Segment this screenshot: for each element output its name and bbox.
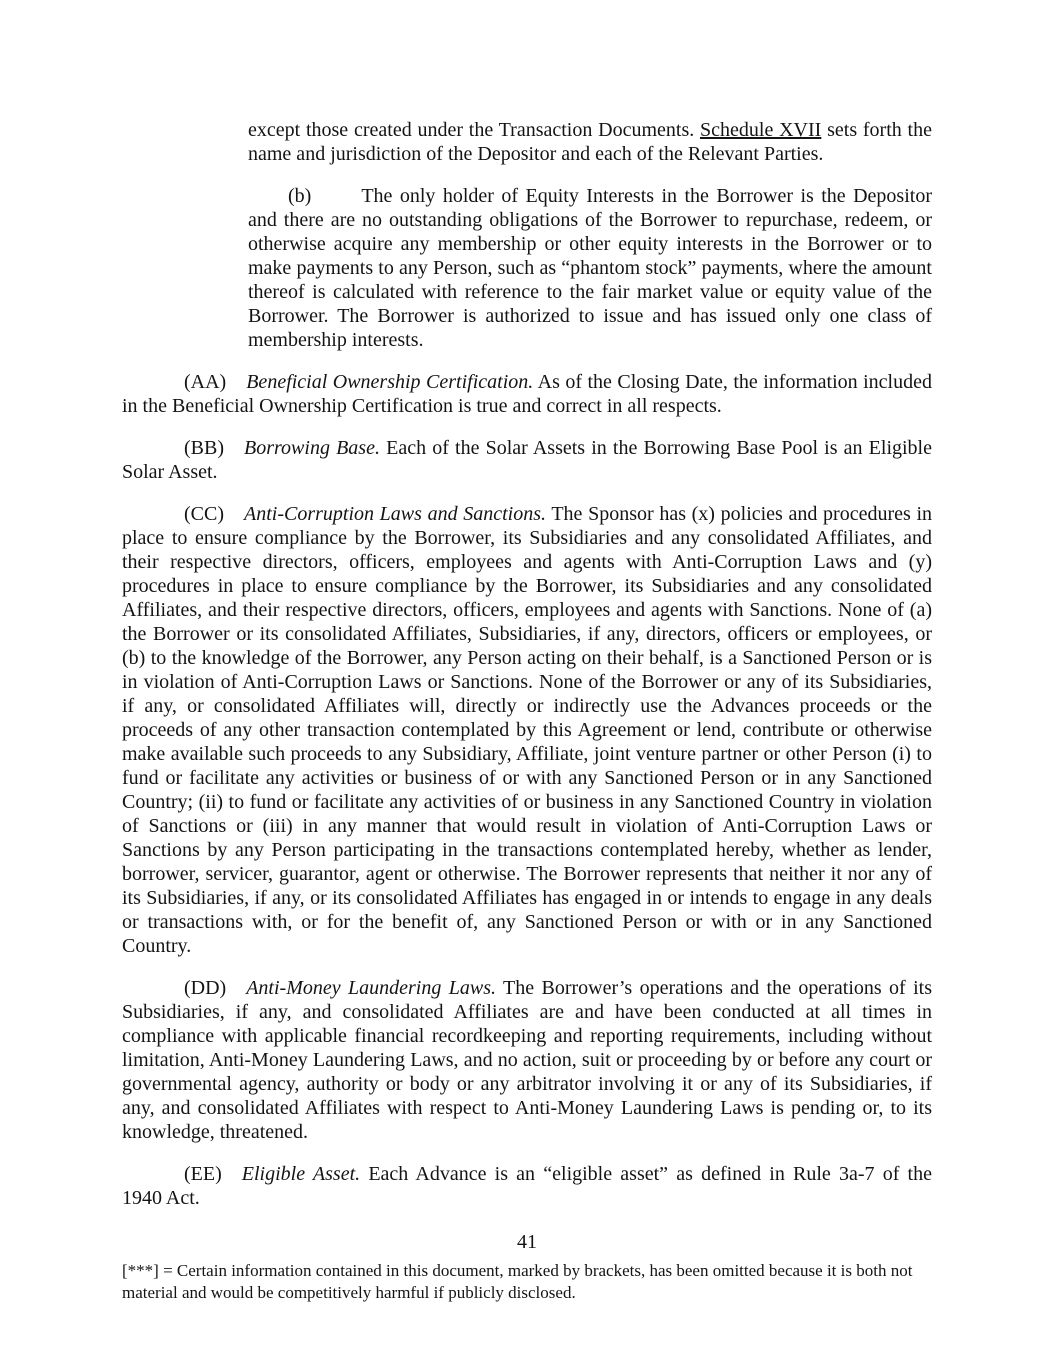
page-number: 41 <box>517 1231 537 1253</box>
paragraph-dd-title: Anti-Money Laundering Laws. <box>246 977 496 999</box>
paragraph-ee-label: (EE) <box>184 1163 222 1185</box>
paragraph-cc-text: The Sponsor has (x) policies and procedures in place to ensure compliance by the Borrower, its Subsidiaries and any consolidated Affiliates, and their respective directors, officers, employees and agents with Anti-Corruption Laws and (y) procedures in place to ensure compliance by the Borrower, its Subsidiaries and any consolidated Affiliates, and their respective directors, officers, employees and agents with Sanctions. None of (a) the Borrower or its consolidated Affiliates, Subsidiaries, if any, directors, officers or employees, or (b) to the knowledge of the Borrower, any Person acting on their behalf, is a Sanctioned Person or is in violation of Anti-Corruption Laws or Sanctions. None of the Borrower or any of its Subsidiaries, if any, or consolidated Affiliates will, directly or indirectly use the Advances proceeds or the proceeds of any other transaction contemplated by this Agreement or lend, contribute or otherwise make available such proceeds to any Subsidiary, Affiliate, joint venture partner or other Person (i) to fund or facilitate any activities or business of or with any Sanctioned Person or in any Sanctioned Country; (ii) to fund or facilitate any activities of or business in any Sanctioned Country in violation of Sanctions or (iii) in any manner that would result in violation of Anti-Corruption Laws or Sanctions by any Person participating in the transactions contemplated hereby, whether as lender, borrower, servicer, guarantor, agent or otherwise. The Borrower represents that neither it nor any of its Subsidiaries, if any, or its consolidated Affiliates has engaged in or intends to engage in any deals or transactions with, or for the benefit of, any Sanctioned Person or with or in any Sanctioned Country. <box>122 503 933 957</box>
paragraph-sub-b-label: (b) <box>288 185 312 207</box>
footnote: [***] = Certain information contained in this document, marked by brackets, has been omitted because it is both not material and would be competitively harmful if publicly disclosed. <box>122 1261 913 1302</box>
paragraph-aa-text: As of the Closing Date, the information included in the Beneficial Ownership Certification is true and correct in all respects. <box>122 371 932 417</box>
schedule-xvii-reference: Schedule XVII <box>700 119 822 141</box>
paragraph-aa <box>122 370 932 418</box>
page-footer <box>122 1230 932 1303</box>
paragraph-dd-label: (DD) <box>184 977 227 999</box>
paragraph-aa-title: Beneficial Ownership Certification. <box>246 371 534 393</box>
paragraph-bb-title: Borrowing Base. <box>244 437 380 459</box>
continuation-text-before: except those created under the Transaction Documents. <box>248 119 701 141</box>
paragraph-ee-text: Each Advance is an “eligible asset” as defined in Rule 3a-7 of the 1940 Act. <box>122 1163 932 1209</box>
paragraph-sub-b <box>248 184 932 352</box>
paragraph-ee <box>122 1162 932 1210</box>
paragraph-dd-text: The Borrower’s operations and the operations of its Subsidiaries, if any, and consolidated Affiliates are and have been conducted at all times in compliance with applicable financial recordkeeping and reporting requirements, including without limitation, Anti-Money Laundering Laws, and no action, suit or proceeding by or before any court or governmental agency, authority or body or any arbitrator involving it or any of its Subsidiaries, if any, and consolidated Affiliates with respect to Anti-Money Laundering Laws is pending or, to its knowledge, threatened. <box>122 977 932 1143</box>
paragraph-ee-title: Eligible Asset. <box>241 1163 361 1185</box>
paragraph-dd <box>122 976 932 1144</box>
paragraph-sub-b-text: The only holder of Equity Interests in the Borrower is the Depositor and there are no outstanding obligations of the Borrower to repurchase, redeem, or otherwise acquire any membership or other equity interests in the Borrower or to make payments to any Person, such as “phantom stock” payments, where the amount thereof is calculated with reference to the fair market value or equity value of the Borrower. The Borrower is authorized to issue and has issued only one class of membership interests. <box>248 185 932 351</box>
continuation-text-after: sets forth the name and jurisdiction of the Depositor and each of the Relevant Parties. <box>248 119 932 165</box>
paragraph-cc <box>122 502 932 958</box>
paragraph-continuation <box>248 118 932 166</box>
paragraph-bb <box>122 436 932 484</box>
paragraph-bb-text: Each of the Solar Assets in the Borrowing Base Pool is an Eligible Solar Asset. <box>122 437 932 483</box>
paragraph-bb-label: (BB) <box>184 437 224 459</box>
paragraph-aa-label: (AA) <box>184 371 227 393</box>
paragraph-cc-title: Anti-Corruption Laws and Sanctions. <box>244 503 547 525</box>
document-body <box>122 118 932 1210</box>
paragraph-cc-label: (CC) <box>184 503 224 525</box>
